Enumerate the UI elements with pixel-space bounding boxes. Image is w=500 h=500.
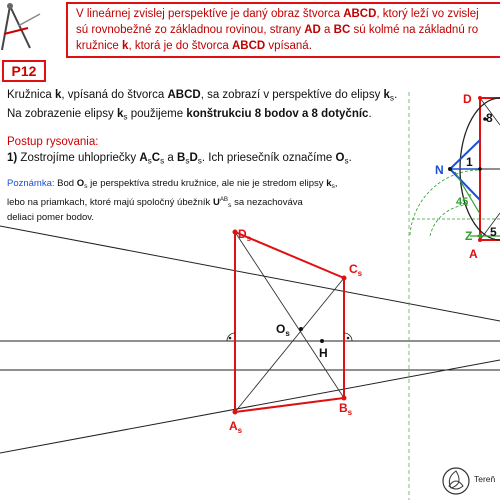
point-Os (299, 327, 303, 331)
point-As (233, 410, 238, 415)
author-name: Tereň (474, 474, 496, 484)
intro-text: Kružnica k, vpísaná do štvorca ABCD, sa zobrazí v perspektíve do elipsy $k_s$. Na zobrazenie elipsy $k_s$ použijeme konštrukciu 8 bodov a 8 dotyčníc. (7, 89, 398, 122)
label-N: N (435, 163, 444, 177)
procedure-section (7, 134, 407, 169)
note-text: Poznámka: Bod $O_s$ je perspektíva stredu kružnice, ale nie je stredom elipsy $k_s$, lebo na priamkach, ktoré majú spoločný úbežník $U^{AB}_s$ sa nezachováva deliaci pomer bodov. (7, 178, 338, 224)
label-Os: $O_s$ (276, 322, 290, 338)
reference-figure (409, 92, 500, 500)
label-D: D (463, 92, 472, 106)
label-45: 45° (456, 193, 472, 208)
point-Cs (342, 276, 347, 281)
label-1: 1 (466, 155, 473, 169)
label-H: H (319, 346, 328, 360)
point-Bs (342, 396, 347, 401)
label-5: 5 (490, 225, 497, 239)
label-Ds: $D_s$ (238, 227, 252, 243)
label-Z: Z (465, 229, 473, 243)
triquetra-logo-icon (441, 466, 471, 496)
procedure-step-1: 1) Zostrojíme uhlopriečky $A_sC_s$ a $B_sD_s$. Ich priesečník označíme $O_s$. (7, 152, 352, 166)
label-As: $A_s$ (229, 419, 243, 435)
vertex-points (233, 230, 347, 415)
construction-lines (0, 226, 500, 453)
task-description: V lineárnej zvislej perspektíve je daný obraz štvorca ABCD, ktorý leží vo zvislej sú rovnobežné zo základnou rovinou, strany AD a BC sú kolmé na základnú ro kružnice k, ktorá je do štvorca ABCD vpísaná. (76, 8, 479, 52)
compass-icon (2, 3, 40, 50)
label-Cs: $C_s$ (349, 262, 363, 278)
label-Bs: $B_s$ (339, 401, 353, 417)
label-A: A (469, 247, 478, 261)
point-Ds (233, 230, 238, 235)
diagonals (235, 232, 344, 412)
square-ABCD-perspective (235, 232, 344, 412)
lower-converging-line (0, 360, 500, 453)
point-H (320, 339, 324, 343)
diagonal-BD (235, 232, 344, 398)
problem-badge: P12 (2, 60, 46, 82)
label-8: 8 (486, 111, 493, 125)
procedure-title: Postup rysovania: (7, 136, 99, 148)
